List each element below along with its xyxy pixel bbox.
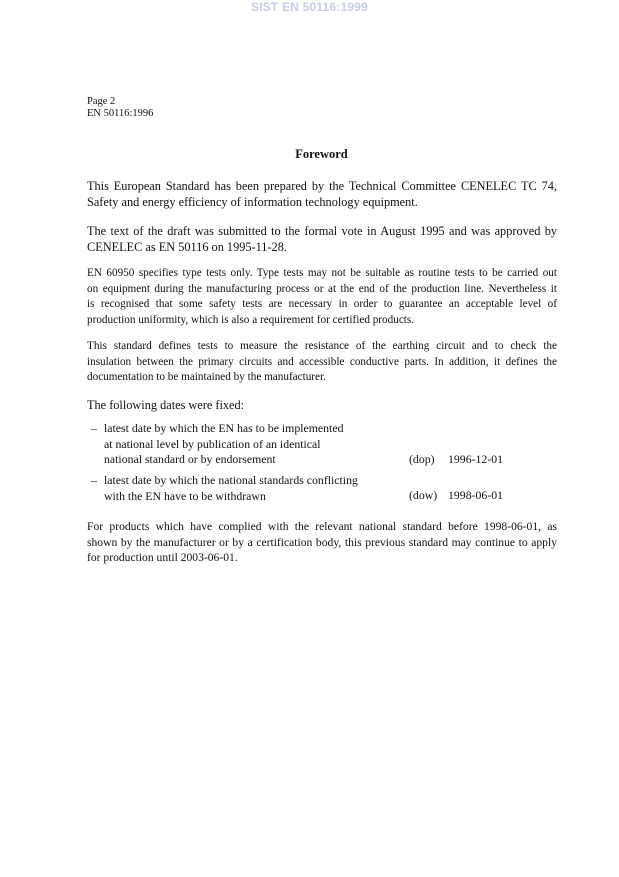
watermark: SIST EN 50116:1999 bbox=[250, 0, 368, 14]
paragraph-2 bbox=[87, 223, 557, 255]
date-item-line: latest date by which the national standards conflicting bbox=[104, 473, 358, 487]
paragraph-3 bbox=[87, 266, 557, 328]
paragraph-line: CENELEC as EN 50116 on 1995-11-28. bbox=[87, 240, 287, 254]
date-item-dow bbox=[91, 473, 561, 505]
paragraph-line: is recognised that some safety tests are necessary in order to guarantee an acceptable level of bbox=[87, 298, 557, 310]
date-item-line: latest date by which the EN has to be implemented bbox=[104, 421, 344, 435]
date-abbreviation: (dop) bbox=[409, 452, 435, 466]
paragraph-4 bbox=[87, 339, 557, 386]
section-title: Foreword bbox=[295, 147, 348, 161]
list-dash: – bbox=[91, 421, 97, 435]
paragraph-line: shown by the manufacturer or by a certification body, this previous standard may continue to apply bbox=[87, 535, 557, 549]
document-id: EN 50116:1996 bbox=[87, 108, 154, 119]
paragraph-line: The text of the draft was submitted to the formal vote in August 1995 and was approved by bbox=[87, 224, 557, 238]
paragraph-line: For products which have complied with the relevant national standard before 1998-06-01, as bbox=[87, 520, 557, 533]
paragraph-line: on equipment during the manufacturing process or at the end of the production line. Nevertheless it bbox=[87, 282, 557, 295]
date-abbreviation: (dow) bbox=[409, 488, 438, 502]
date-item-line: at national level by publication of an identical bbox=[104, 436, 321, 451]
closing-paragraph bbox=[87, 519, 557, 566]
date-item-text bbox=[104, 473, 358, 504]
paragraph-line: This standard defines tests to measure the resistance of the earthing circuit and to check the bbox=[87, 340, 557, 352]
date-item-line: with the EN have to be withdrawn bbox=[104, 488, 266, 503]
paragraph-line: Safety and energy efficiency of information technology equipment. bbox=[87, 195, 418, 209]
page-header bbox=[87, 96, 153, 120]
paragraph-line: EN 60950 specifies type tests only. Type tests may not be suitable as routine tests to be carried out bbox=[87, 267, 557, 279]
paragraph-1 bbox=[87, 178, 557, 210]
date-item-line: national standard or by endorsement bbox=[104, 452, 276, 466]
paragraph-line: production uniformity, which is also a requirement for certified products. bbox=[87, 313, 415, 326]
date-item-text bbox=[104, 421, 343, 468]
page-number: Page 2 bbox=[87, 96, 116, 107]
paragraph-line: documentation to be maintained by the manufacturer. bbox=[87, 371, 326, 383]
paragraph-line: insulation between the primary circuits and accessible conductive parts. In addition, it defines the bbox=[87, 355, 557, 368]
date-value: 1998-06-01 bbox=[448, 488, 504, 502]
date-value: 1996-12-01 bbox=[448, 452, 504, 466]
paragraph-line: This European Standard has been prepared by the Technical Committee CENELEC TC 74, bbox=[87, 179, 557, 193]
date-item-dop bbox=[91, 421, 561, 469]
list-dash: – bbox=[91, 473, 97, 487]
dates-intro: The following dates were fixed: bbox=[87, 398, 245, 412]
paragraph-line: for production until 2003-06-01. bbox=[87, 551, 238, 564]
